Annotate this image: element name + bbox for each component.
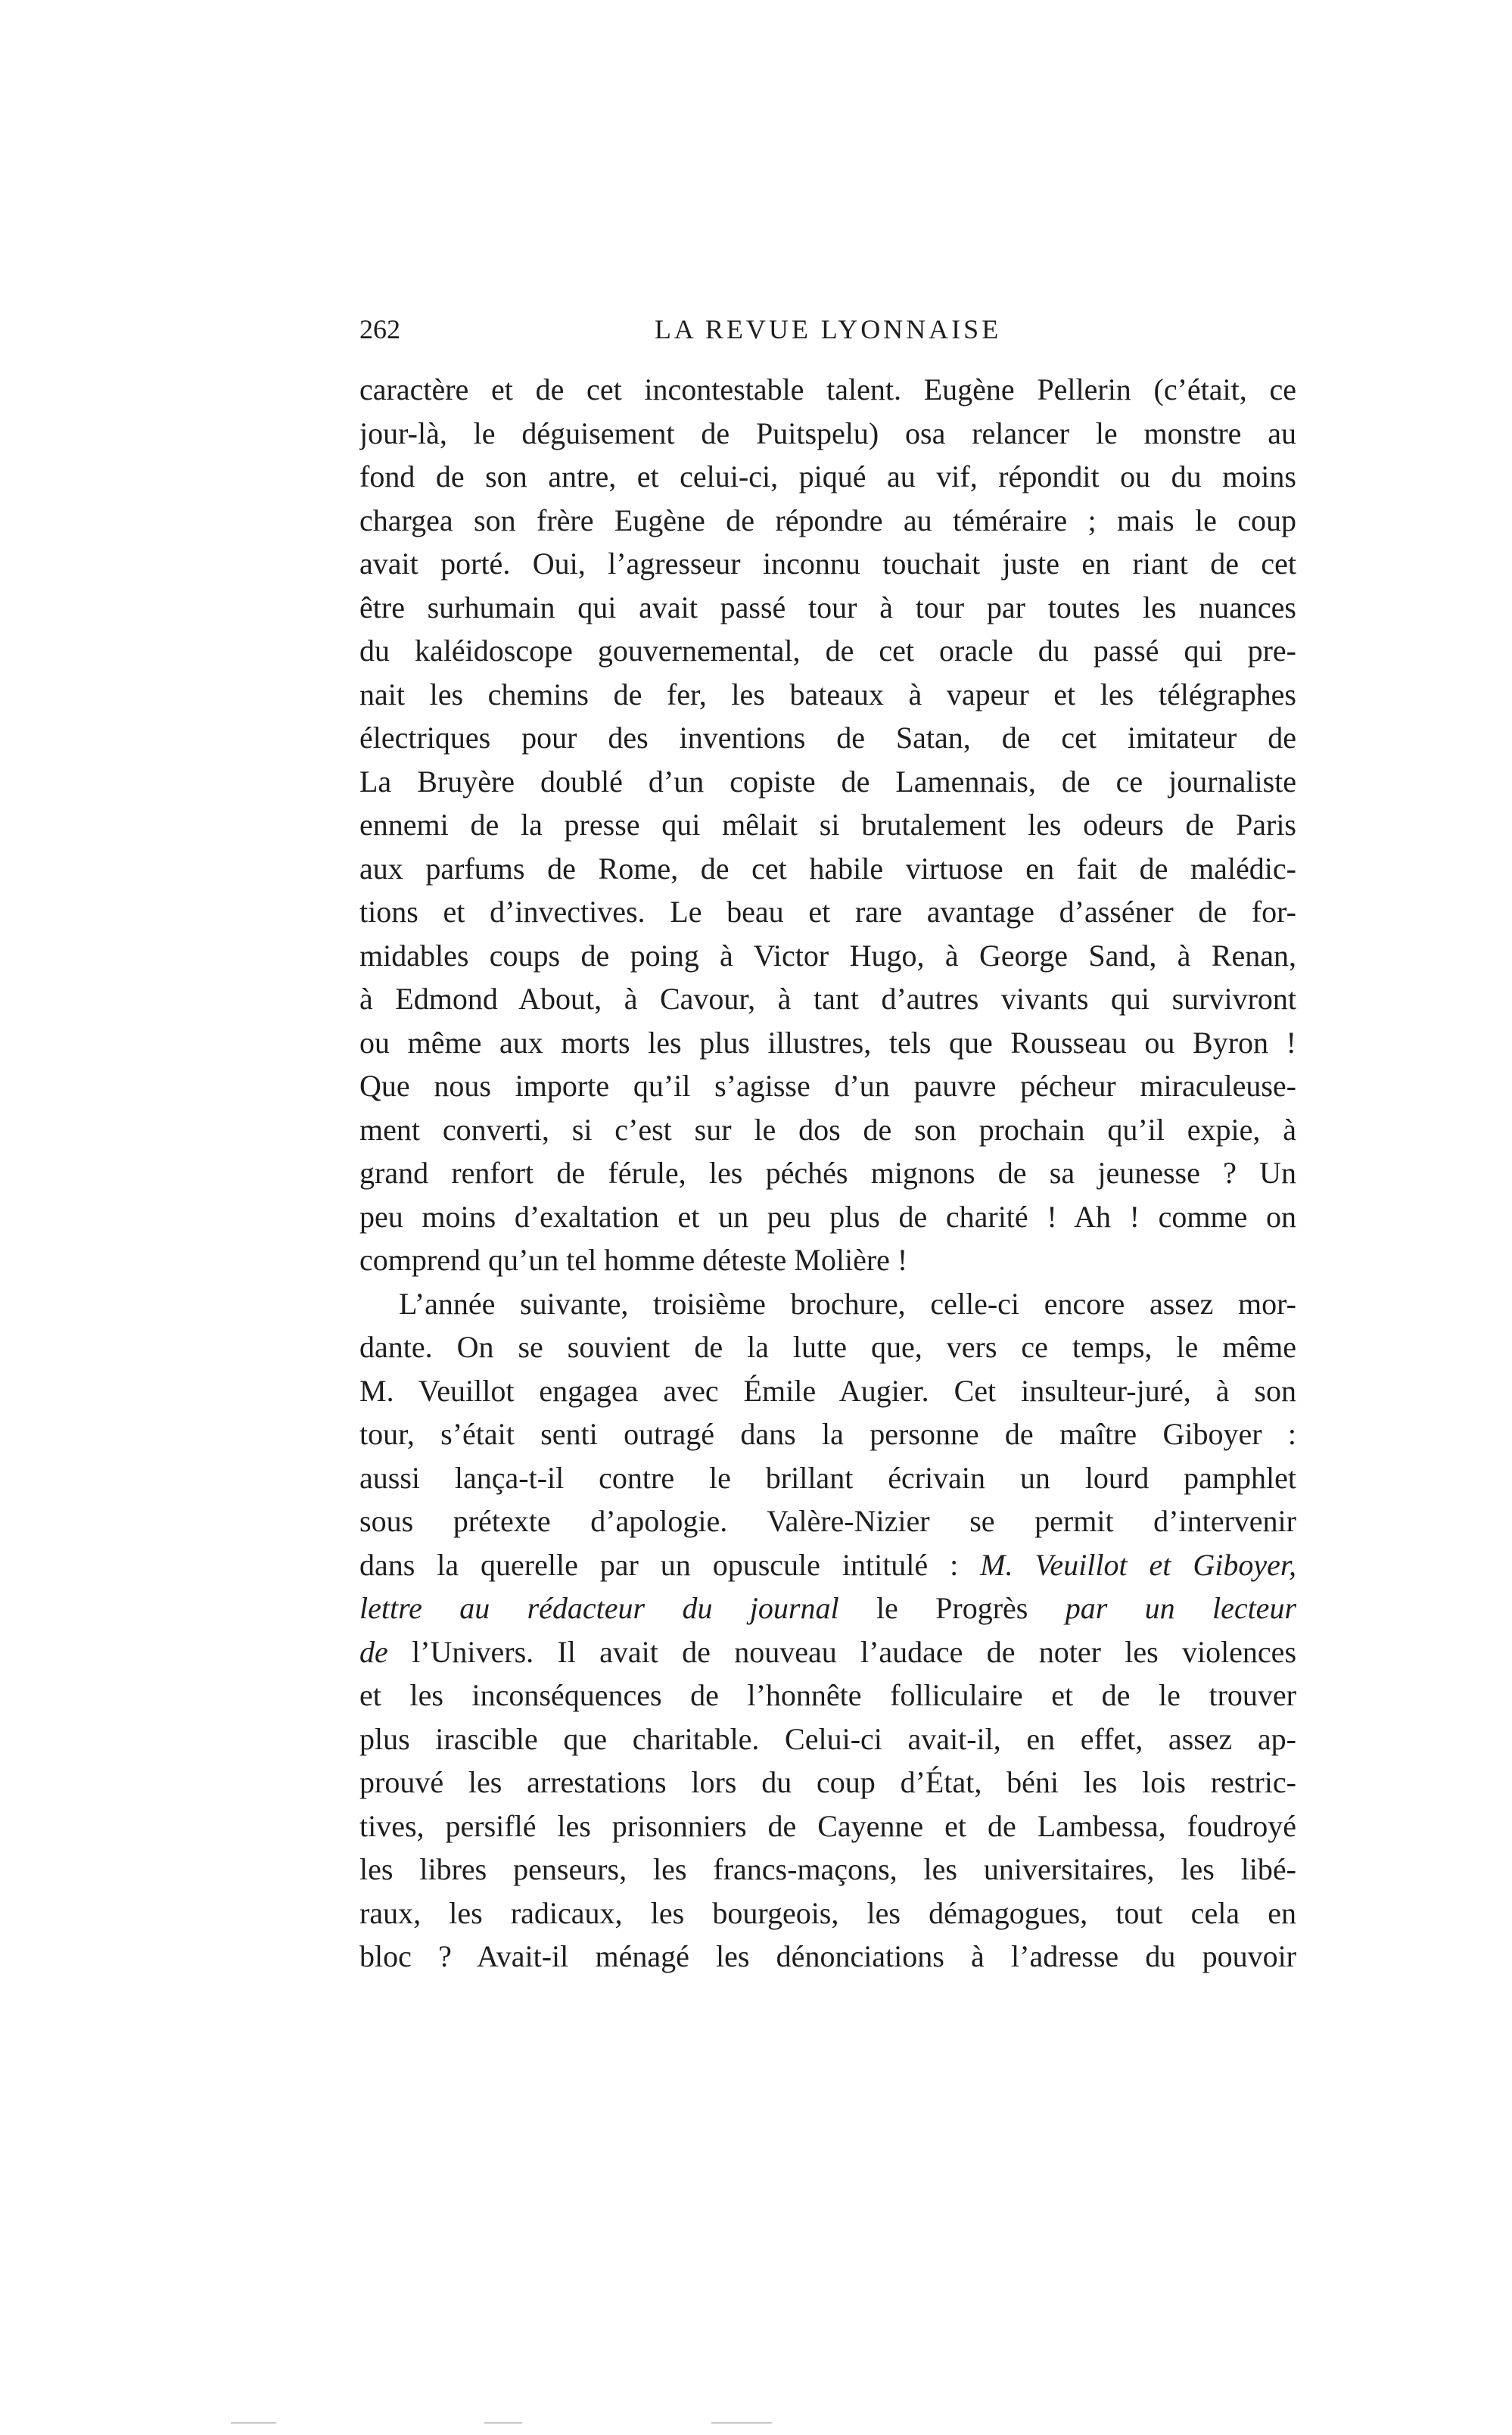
text-line: et les inconséquences de l’honnête folliculaire et de le trouver [359, 1678, 1296, 1712]
text-line [359, 1586, 1296, 1630]
text-line: tions et d’invectives. Le beau et rare avantage d’asséner de for- [359, 895, 1296, 929]
text-line: La Bruyère doublé d’un copiste de Lamennais, de ce journaliste [359, 764, 1296, 799]
text-line: ou même aux morts les plus illustres, tels que Rousseau ou Byron ! [359, 1025, 1296, 1060]
text-line: tives, persiflé les prisonniers de Cayenne et de Lambessa, foudroyé [359, 1808, 1296, 1843]
text-segment: le Progrès [876, 1591, 1028, 1625]
text-line: électriques pour des inventions de Satan, de cet imitateur de [359, 721, 1296, 755]
text-line [359, 1543, 1296, 1587]
text-line: aussi lança-t-il contre le brillant écrivain un lourd pamphlet [359, 1460, 1296, 1495]
text-line: à Edmond About, à Cavour, à tant d’autres vivants qui survivront [359, 982, 1296, 1016]
text-line: plus irascible que charitable. Celui-ci avait-il, en effet, assez ap- [359, 1721, 1296, 1756]
text-line [359, 1630, 1296, 1674]
text-line: comprend qu’un tel homme déteste Molière ! [359, 1243, 908, 1277]
text-line: sous prétexte d’apologie. Valère-Nizier se permit d’intervenir [359, 1504, 1296, 1538]
text-line: Que nous importe qu’il s’agisse d’un pauvre pécheur miraculeuse- [359, 1069, 1296, 1103]
text-line: avait porté. Oui, l’agresseur inconnu touchait juste en riant de cet [359, 546, 1296, 581]
scan-mark [484, 2422, 522, 2424]
text-line: jour-là, le déguisement de Puitspelu) osa relancer le monstre au [359, 416, 1296, 450]
text-segment: l’Univers. Il avait de nouveau l’audace de noter les violences [412, 1634, 1296, 1669]
text-line: être surhumain qui avait passé tour à tour par toutes les nuances [359, 590, 1296, 624]
text-line: caractère et de cet incontestable talent. Eugène Pellerin (c’était, ce [359, 372, 1296, 406]
page-number: 262 [359, 314, 400, 344]
italic-title: par un lecteur [1065, 1591, 1296, 1625]
text-line: peu moins d’exaltation et un peu plus de charité ! Ah ! comme on [359, 1199, 1296, 1234]
text-line: M. Veuillot engagea avec Émile Augier. Cet insulteur-juré, à son [359, 1373, 1296, 1408]
text-line: aux parfums de Rome, de cet habile virtuose en fait de malédic- [359, 851, 1296, 886]
text-line: ennemi de la presse qui mêlait si brutalement les odeurs de Paris [359, 808, 1296, 842]
italic-title: lettre au rédacteur du journal [359, 1591, 839, 1625]
text-line: grand renfort de férule, les péchés mignons de sa jeunesse ? Un [359, 1156, 1296, 1190]
scan-mark [231, 2422, 276, 2424]
text-line: du kaléidoscope gouvernemental, de cet oracle du passé qui pre- [359, 634, 1296, 668]
text-line: tour, s’était senti outragé dans la personne de maître Giboyer : [359, 1417, 1296, 1451]
text-line: les libres penseurs, les francs-maçons, les universitaires, les libé- [359, 1852, 1296, 1886]
text-line: ment converti, si c’est sur le dos de son prochain qu’il expie, à [359, 1112, 1296, 1147]
paragraph-first-line: L’année suivante, troisième brochure, celle-ci encore assez mor- [399, 1286, 1296, 1321]
body-text [359, 368, 1296, 1979]
text-line: prouvé les arrestations lors du coup d’État, béni les lois restric- [359, 1765, 1296, 1799]
text-line: fond de son antre, et celui-ci, piqué au vif, répondit ou du moins [359, 459, 1296, 494]
page-header [359, 313, 1296, 351]
running-title: LA REVUE LYONNAISE [654, 314, 1002, 344]
text-segment: dans la querelle par un opuscule intitulé : [359, 1547, 959, 1582]
text-line: chargea son frère Eugène de répondre au téméraire ; mais le coup [359, 503, 1296, 537]
text-line: raux, les radicaux, les bourgeois, les démagogues, tout cela en [359, 1895, 1296, 1930]
scan-mark [711, 2422, 772, 2424]
text-line: dante. On se souvient de la lutte que, vers ce temps, le même [359, 1330, 1296, 1364]
italic-word: de [359, 1634, 388, 1669]
italic-title: M. Veuillot et Giboyer, [980, 1547, 1296, 1582]
text-line: midables coups de poing à Victor Hugo, à George Sand, à Renan, [359, 938, 1296, 973]
text-line: bloc ? Avait-il ménagé les dénonciations à l’adresse du pouvoir [359, 1939, 1296, 1973]
text-line: nait les chemins de fer, les bateaux à vapeur et les télégraphes [359, 677, 1296, 712]
